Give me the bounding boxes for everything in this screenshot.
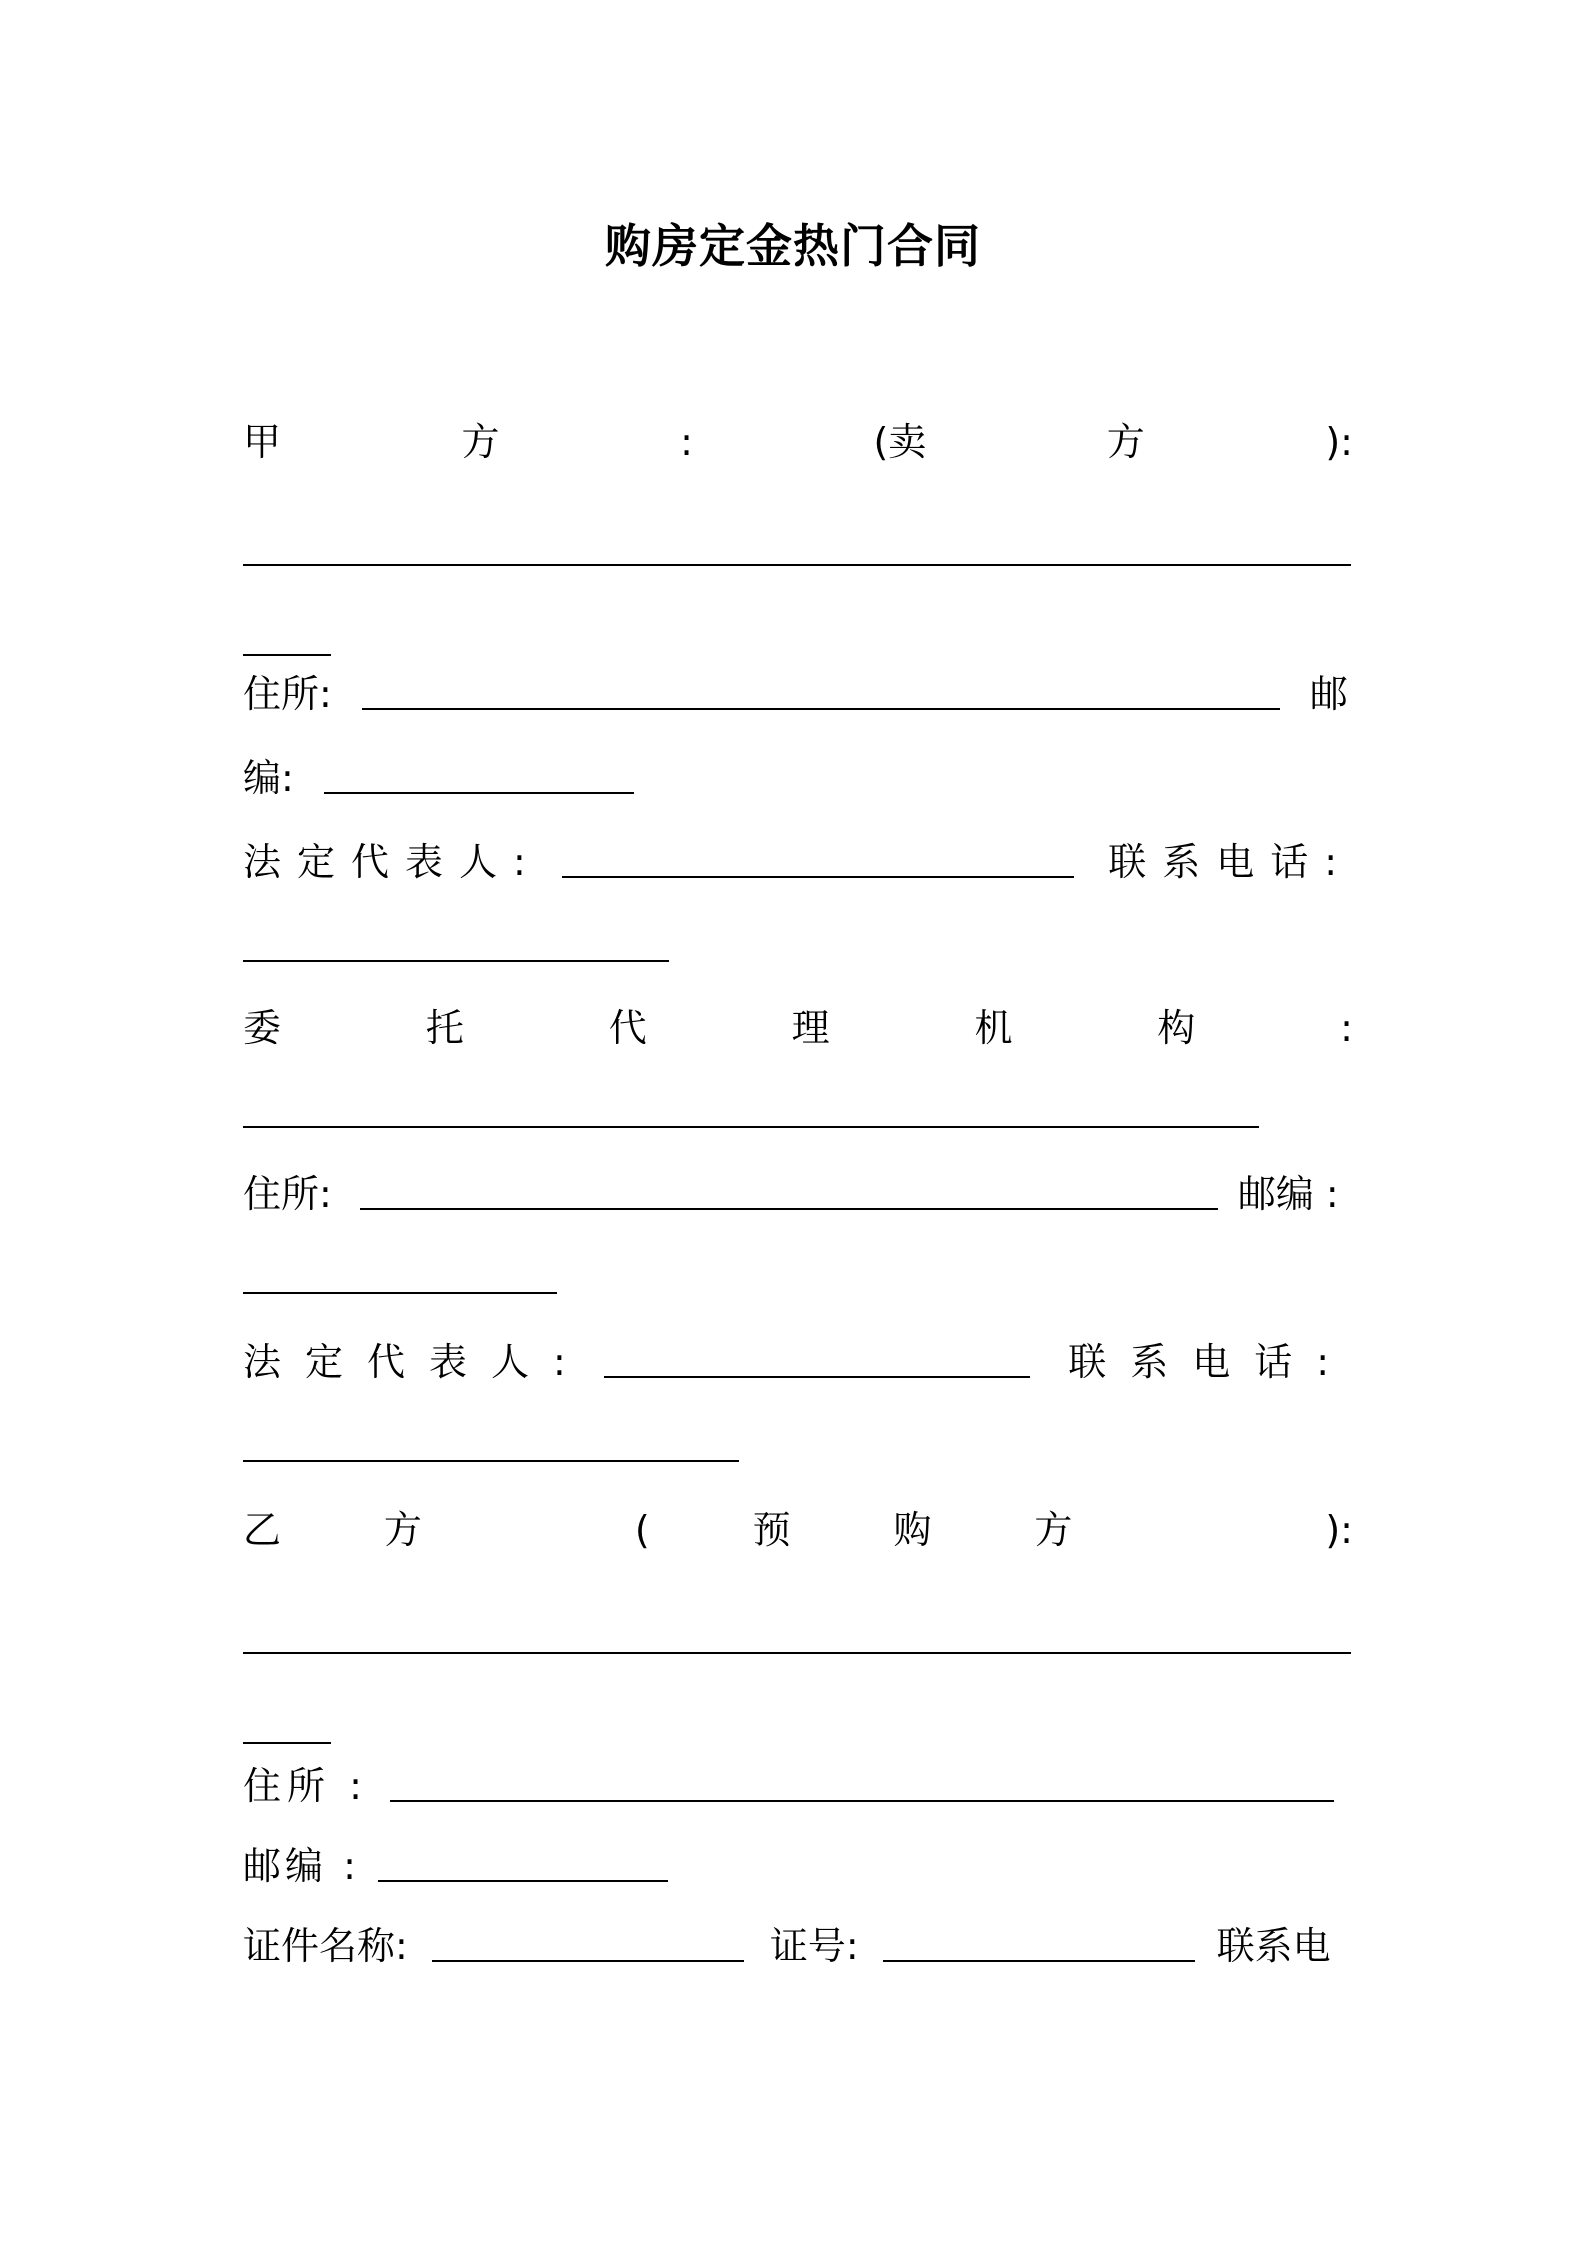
agency-heading — [243, 998, 1353, 1054]
party-a-name-blank-row-cont — [243, 610, 1353, 666]
party-a-phone-row — [243, 916, 1353, 972]
party-b-char: 乙 — [243, 1508, 282, 1552]
id-name-label: 证件名称: — [243, 1924, 408, 1968]
address-label: 住所: — [243, 1172, 332, 1216]
party-a-name-blank-cont[interactable] — [243, 654, 331, 656]
party-a-name-blank[interactable] — [243, 564, 1351, 566]
agency-phone-blank[interactable] — [243, 1460, 739, 1462]
agency-postcode-row — [243, 1248, 1353, 1304]
postcode-label-end: 编: — [243, 756, 294, 800]
party-b-address-row — [243, 1756, 1353, 1812]
party-a-rep-row — [243, 832, 1353, 888]
agency-rep-blank[interactable] — [604, 1376, 1030, 1378]
party-a-char: 方 — [1106, 420, 1145, 464]
party-b-address-blank[interactable] — [390, 1800, 1334, 1802]
party-b-char: 方 — [383, 1508, 422, 1552]
agency-char: 委 — [243, 1006, 282, 1050]
agency-address-blank[interactable] — [360, 1208, 1218, 1210]
party-a-char: ): — [1325, 420, 1353, 464]
party-a-char: : — [680, 420, 693, 464]
agency-char: 机 — [974, 1006, 1013, 1050]
party-a-name-blank-row — [243, 520, 1353, 576]
party-a-rep-blank[interactable] — [562, 876, 1074, 878]
party-b-name-blank-row-cont — [243, 1698, 1353, 1754]
party-a-postcode-blank[interactable] — [324, 792, 634, 794]
agency-char: 代 — [608, 1006, 647, 1050]
agency-name-row — [243, 1082, 1353, 1138]
agency-char: 理 — [791, 1006, 830, 1050]
agency-char: : — [1340, 1006, 1353, 1050]
party-a-heading — [243, 412, 1353, 468]
phone-label: 联系电话: — [1068, 1340, 1353, 1384]
party-b-char: ): — [1325, 1508, 1353, 1552]
party-a-phone-blank[interactable] — [243, 960, 669, 962]
party-b-name-blank-cont[interactable] — [243, 1742, 331, 1744]
address-label: 住所 : — [243, 1764, 368, 1808]
agency-char: 构 — [1157, 1006, 1196, 1050]
postcode-label: 邮编 : — [1237, 1172, 1339, 1216]
contract-title: 购房定金热门合同 — [605, 219, 981, 273]
party-a-char: 甲 — [243, 420, 282, 464]
rep-label: 法定代表人: — [243, 1340, 590, 1384]
agency-char: 托 — [425, 1006, 464, 1050]
party-b-postcode-blank[interactable] — [378, 1880, 668, 1882]
party-b-name-blank-row — [243, 1608, 1353, 1664]
party-b-char: 方 — [1034, 1508, 1073, 1552]
party-b-char: 购 — [893, 1508, 932, 1552]
postcode-label-start: 邮 — [1309, 672, 1348, 716]
party-b-char: ( — [634, 1508, 650, 1552]
party-a-postcode-row — [243, 748, 1353, 804]
agency-address-row — [243, 1164, 1353, 1220]
party-b-id-no-blank[interactable] — [883, 1960, 1195, 1962]
agency-rep-row — [243, 1332, 1353, 1388]
party-b-postcode-row — [243, 1836, 1353, 1892]
party-a-address-blank[interactable] — [362, 708, 1280, 710]
party-b-name-blank[interactable] — [243, 1652, 1351, 1654]
party-b-id-row — [243, 1916, 1353, 1972]
party-a-char: 方 — [461, 420, 500, 464]
postcode-label: 邮编 : — [243, 1844, 360, 1888]
phone-label-partial: 联系电 — [1216, 1924, 1331, 1968]
party-a-address-row — [243, 664, 1353, 720]
agency-phone-row — [243, 1416, 1353, 1472]
phone-label: 联系电话: — [1108, 840, 1353, 884]
address-label: 住所: — [243, 672, 332, 716]
party-b-char: 预 — [752, 1508, 791, 1552]
id-no-label: 证号: — [769, 1924, 859, 1968]
party-b-heading — [243, 1500, 1353, 1556]
party-a-char: (卖 — [873, 420, 927, 464]
rep-label: 法定代表人: — [243, 840, 542, 884]
party-b-id-name-blank[interactable] — [432, 1960, 744, 1962]
agency-postcode-blank[interactable] — [243, 1292, 557, 1294]
agency-name-blank[interactable] — [243, 1126, 1259, 1128]
